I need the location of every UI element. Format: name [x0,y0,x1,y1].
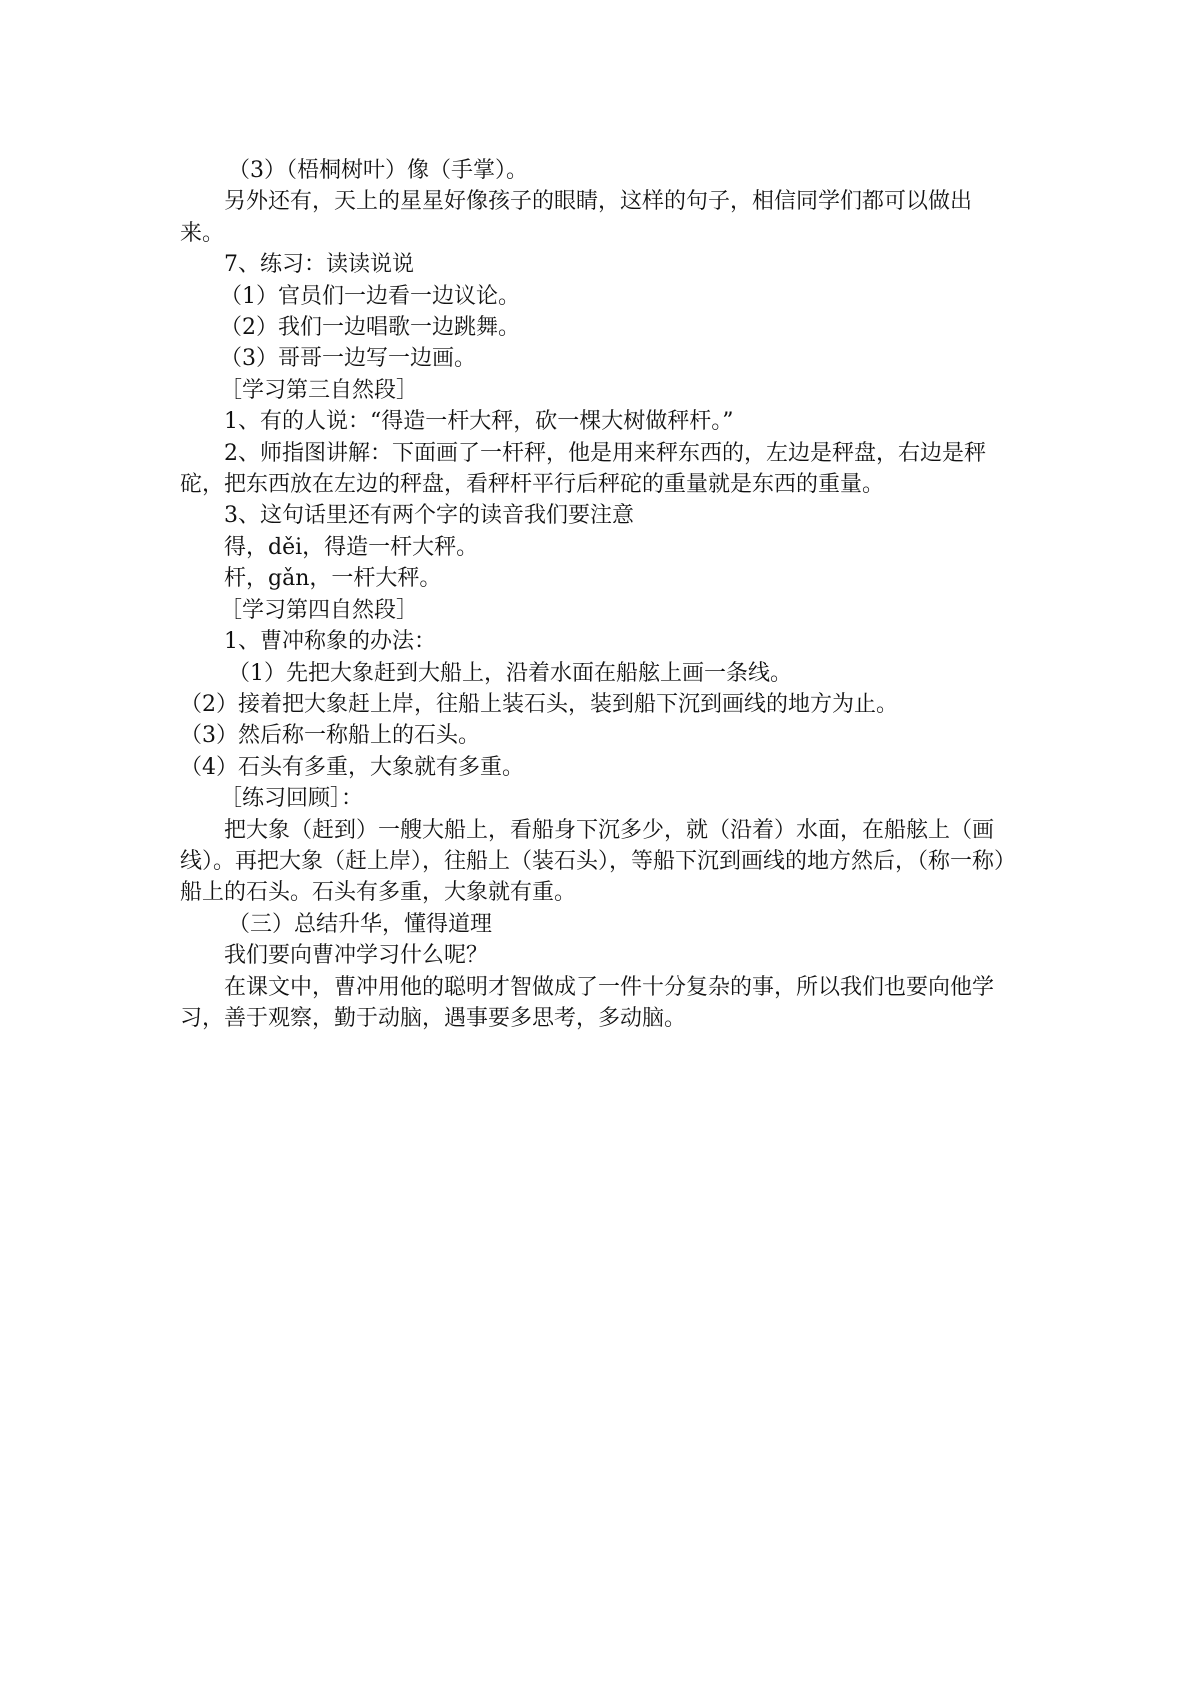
list-item: （1）先把大象赶到大船上，沿着水面在船舷上画一条线。 [228,660,792,686]
list-item: （4）石头有多重，大象就有多重。 [180,754,524,780]
list-item: （2）接着把大象赶上岸，往船上装石头，装到船下沉到画线的地方为止。 [180,691,898,717]
paragraph: （3）（梧桐树叶）像（手掌）。 [228,158,528,183]
section-heading: ［练习回顾］： [220,786,364,812]
section-heading: ［学习第四自然段］ [220,597,419,623]
paragraph: 1、有的人说：“得造一杆大秤，砍一棵大树做秤杆。” [224,409,734,435]
document-body [180,155,1015,1034]
list-item: （3）哥哥一边写一边画。 [220,346,476,372]
paragraph: 另外还有，天上的星星好像孩子的眼睛，这样的句子，相信同学们都可以做出来。 [180,189,973,246]
paragraph: 在课文中，曹冲用他的聪明才智做成了一件十分复杂的事，所以我们也要向他学习，善于观察，勤于动脑，遇事要多思考，多动脑。 [180,974,995,1031]
pronunciation-line: 得，děi，得造一杆大秤。 [224,534,479,560]
list-item: （3）然后称一称船上的石头。 [180,723,480,749]
pronunciation-line: 杆，gǎn，一杆大秤。 [224,566,442,592]
paragraph: 我们要向曹冲学习什么呢？ [224,943,489,969]
paragraph: 2、师指图讲解：下面画了一杆秤，他是用来秤东西的，左边是秤盘，右边是秤砣，把东西放在左边的秤盘，看秤杆平行后秤砣的重量就是东西的重量。 [180,440,986,498]
section-heading: ［学习第三自然段］ [220,377,419,403]
paragraph: 3、这句话里还有两个字的读音我们要注意 [224,503,634,529]
section-heading: （三）总结升华，懂得道理 [228,911,493,937]
paragraph: 1、曹冲称象的办法： [224,629,436,655]
list-item: （1）官员们一边看一边议论。 [220,283,520,309]
list-item: （2）我们一边唱歌一边跳舞。 [220,315,520,341]
paragraph: 把大象（赶到）一艘大船上，看船身下沉多少，就（沿着）水面，在船舷上（画线）。再把大象（赶上岸），往船上（装石头），等船下沉到画线的地方然后，（称一称）船上的石头。石头有多重，大象就有重。 [180,817,1006,906]
paragraph: 7、练习：读读说说 [224,252,414,278]
